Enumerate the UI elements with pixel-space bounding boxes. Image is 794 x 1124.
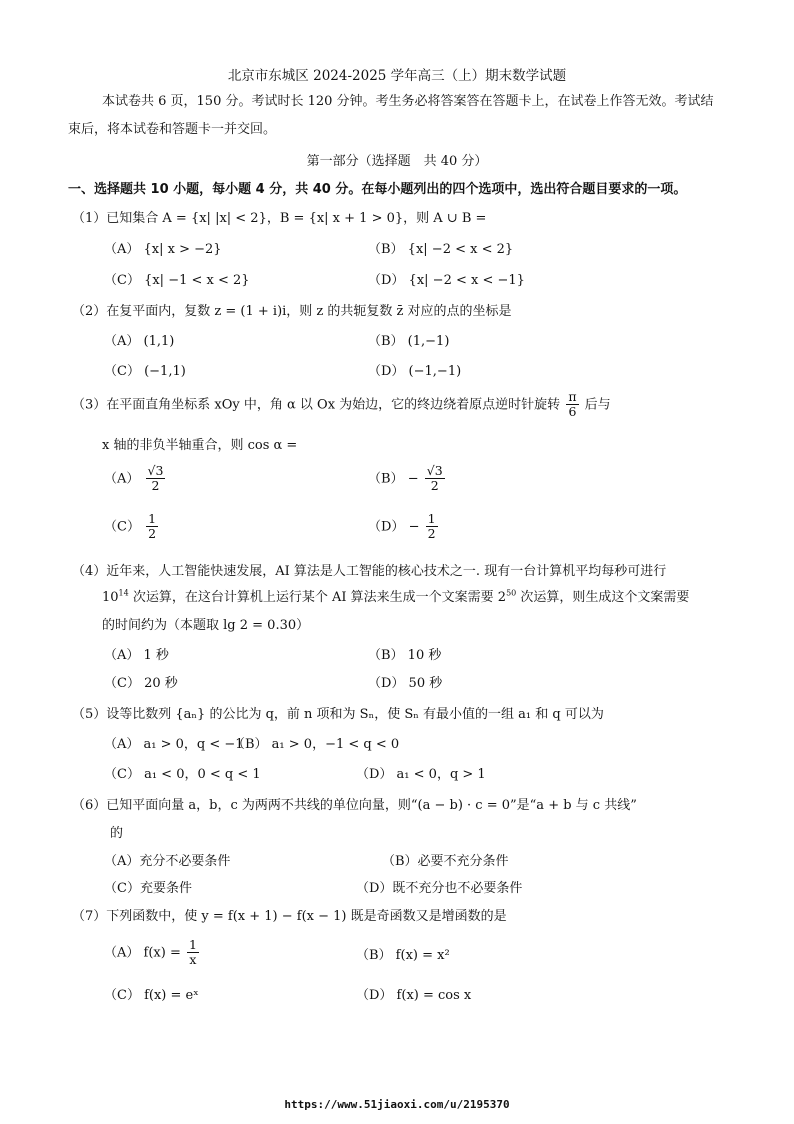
question-5-option-c[interactable]: （C） a₁ < 0，0 < q < 1 [104,767,261,782]
fraction-denominator: 2 [430,478,439,494]
question-3-angle-fraction [566,390,578,420]
fraction-numerator: π [568,389,577,404]
question-1-option-c[interactable]: （C） {x| −1 < x < 2} [104,273,250,288]
question-3-option-c[interactable] [104,512,160,542]
fraction-denominator: 2 [427,526,436,542]
power-exponent: 14 [118,588,129,598]
question-6-stem: （6）已知平面向量 a，b，c 为两两不共线的单位向量，则“(a − b) · c = 0”是“a + b 与 c 共线” [72,798,637,813]
fraction-numerator: 1 [427,511,436,526]
question-2-option-a[interactable]: （A） (1,1) [104,334,175,349]
exam-instructions: 本试卷共 6 页，150 分。考试时长 120 分钟。考生务必将答案答在答题卡上，在试卷上作答无效。考试结束后，将本试卷和答题卡一并交回。 [68,94,714,137]
question-6-option-b[interactable]: （B）必要不充分条件 [382,854,509,869]
question-2-option-c[interactable]: （C） (−1,1) [104,364,186,379]
stem-text: 次运算，则生成这个文案需要 [516,590,690,605]
page-title: 北京市东城区 2024-2025 学年高三（上）期末数学试题 [227,68,567,84]
option-fraction [425,464,445,494]
question-1-option-a[interactable]: （A） {x| x > −2} [104,242,222,257]
part-title: 第一部分（选择题 共 40 分） [306,154,488,169]
power-base: 10 [102,590,119,605]
question-2-stem: （2）在复平面内，复数 z = (1 + i)i，则 z 的共轭复数 z̄ 对应的点的坐标是 [72,304,512,319]
fraction-numerator: √3 [147,463,164,478]
question-1-option-d[interactable]: （D） {x| −2 < x < −1} [368,273,525,288]
question-4-stem-line1: （4）近年来，人工智能快速发展，AI 算法是人工智能的核心技术之一. 现有一台计算机平均每秒可进行 [72,564,667,579]
option-fraction [146,512,158,542]
question-7-option-d[interactable]: （D） f(x) = cos x [356,988,472,1003]
question-7-stem: （7）下列函数中，使 y = f(x + 1) − f(x − 1) 既是奇函数又是增函数的是 [72,909,507,924]
question-4-stem-line3: 的时间约为（本题取 lg 2 = 0.30） [102,618,310,633]
question-7-option-a[interactable] [104,938,201,968]
question-3-option-b[interactable] [368,464,447,494]
fraction-denominator: 2 [148,526,157,542]
fraction-numerator: 1 [188,937,197,952]
question-3-stem-tail: 后与 [584,397,611,413]
question-2-option-d[interactable]: （D） (−1,−1) [368,364,462,379]
option-label: （C） [104,519,140,535]
power-exponent: 50 [506,588,517,598]
stem-text: 次运算，在这台计算机上运行某个 AI 算法来生成一个文案需要 2 [128,590,507,605]
option-fraction [187,938,199,968]
question-5-option-a[interactable]: （A） a₁ > 0，q < −1 [104,737,244,752]
question-5-option-b[interactable]: （B） a₁ > 0，−1 < q < 0 [232,737,400,752]
option-fraction [146,464,166,494]
footer-watermark-url: https://www.51jiaoxi.com/u/2195370 [284,1098,510,1111]
question-1-option-b[interactable]: （B） {x| −2 < x < 2} [368,242,514,257]
question-6-option-a[interactable]: （A）充分不必要条件 [104,854,231,869]
question-4-option-b[interactable]: （B） 10 秒 [368,648,442,663]
fraction-denominator: 6 [568,404,577,420]
question-3-stem-line2: x 轴的非负半轴重合，则 cos α = [102,438,298,453]
question-4-option-a[interactable]: （A） 1 秒 [104,648,169,663]
section-heading: 一、选择题共 10 小题，每小题 4 分，共 40 分。在每小题列出的四个选项中，选出符合题目要求的一项。 [68,182,687,197]
option-sign: − [408,519,420,535]
question-4-option-c[interactable]: （C） 20 秒 [104,676,178,691]
fraction-denominator: x [189,952,197,968]
fraction-numerator: 1 [148,511,157,526]
option-fraction [426,512,438,542]
question-3-option-a[interactable] [104,464,167,494]
question-5-option-d[interactable]: （D） a₁ < 0，q > 1 [356,767,486,782]
fraction-denominator: 2 [151,478,160,494]
question-3-stem-text: （3）在平面直角坐标系 xOy 中，角 α 以 Ox 为始边，它的终边绕着原点逆时针旋转 [72,397,561,413]
question-6-option-d[interactable]: （D）既不充分也不必要条件 [356,881,523,896]
option-label: （D） [368,519,405,535]
question-7-option-b[interactable]: （B） f(x) = x² [356,948,450,963]
question-7-option-c[interactable]: （C） f(x) = eˣ [104,988,199,1003]
option-label: （B） [368,471,404,487]
option-text: （A） f(x) = [104,945,181,961]
option-sign: − [407,471,419,487]
question-4-stem-line2 [102,586,689,605]
question-2-option-b[interactable]: （B） (1,−1) [368,334,450,349]
question-3-stem-line1 [72,390,611,420]
option-label: （A） [104,471,140,487]
fraction-numerator: √3 [426,463,443,478]
question-6-option-c[interactable]: （C）充要条件 [104,881,192,896]
question-5-stem: （5）设等比数列 {aₙ} 的公比为 q，前 n 项和为 Sₙ，使 Sₙ 有最小值的一组 a₁ 和 q 可以为 [72,707,604,722]
question-1-stem: （1）已知集合 A = {x| |x| < 2}，B = {x| x + 1 > 0}，则 A ∪ B = [72,211,487,226]
question-3-option-d[interactable] [368,512,440,542]
question-6-stem-line2: 的 [110,826,124,841]
question-4-option-d[interactable]: （D） 50 秒 [368,676,443,691]
